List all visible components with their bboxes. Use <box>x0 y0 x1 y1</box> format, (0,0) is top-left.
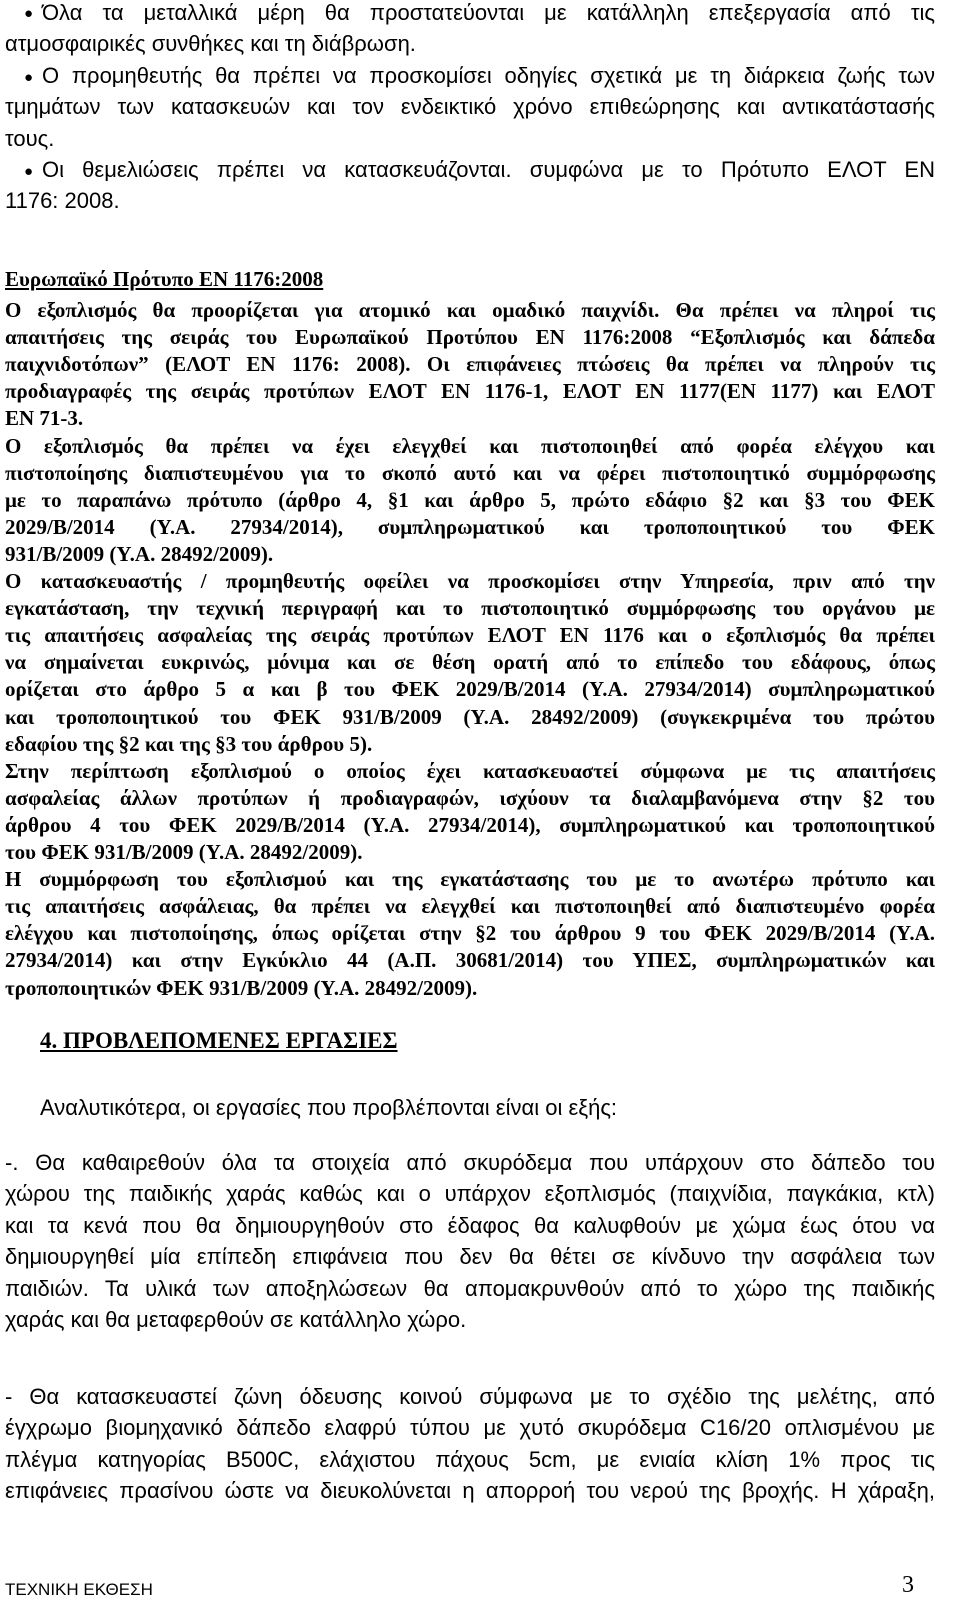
text-line: και τροποποιητικού του ΦΕΚ 931/Β/2009 (Υ.Α. 28492/2009) (συγκεκριμένα του πρώτου <box>5 704 935 729</box>
bullet-line: ατμοσφαιρικές συνθήκες και τη διάβρωση. <box>5 31 416 56</box>
text-line: τις απαιτήσεις ασφάλειας, θα πρέπει να ελεγχθεί και πιστοποιηθεί από διαπιστευμένο φορέα <box>5 894 935 919</box>
bullet-line: 1176: 2008. <box>5 188 120 213</box>
text-line: ασφαλείας άλλων προτύπων ή προδιαγραφών, ισχύουν τα διαλαμβανόμενα στην §2 του <box>5 785 935 810</box>
text-line: χαράς και θα μεταφερθούν σε κατάλληλο χώρο. <box>5 1307 467 1332</box>
standard-heading: Ευρωπαϊκό Πρότυπο ΕΝ 1176:2008 <box>5 267 324 291</box>
text-line: παιχνιδοτόπων” (ΕΛΟΤ ΕΝ 1176: 2008). Οι επιφάνειες πτώσεις θα πρέπει να πληρούν τις <box>5 352 935 377</box>
text-line: τροποποιητικών ΦΕΚ 931/Β/2009 (Υ.Α. 28492/2009). <box>5 975 478 1000</box>
bullet-line: Ο προμηθευτής θα πρέπει να προσκομίσει οδηγίες σχετικά με τη διάρκεια ζωής των <box>42 63 935 88</box>
text-line: ΕΝ 71-3. <box>5 406 84 431</box>
text-line: εδαφίου της §2 και της §3 του άρθρου 5). <box>5 731 373 756</box>
page-number: 3 <box>902 1572 914 1598</box>
text-line: προδιαγραφές της σειράς προτύπων ΕΛΟΤ ΕΝ 1176-1, ΕΛΟΤ ΕΝ 1177(ΕΝ 1177) και ΕΛΟΤ <box>5 379 935 404</box>
text-line: να σημαίνεται ευκρινώς, μόνιμα και σε θέση ορατή από το επίπεδο του εδάφους, όπως <box>5 650 935 675</box>
text-line: Ο κατασκευαστής / προμηθευτής οφείλει να προσκομίσει στην Υπηρεσία, πριν από την <box>5 569 935 593</box>
text-line: πλέγμα κατηγορίας B500C, ελάχιστου πάχους 5cm, με ενιαία κλίση 1% προς τις <box>5 1446 935 1472</box>
text-line: δημιουργηθεί μία επίπεδη επιφάνεια που δεν θα θέτει σε κίνδυνο την ασφάλεια των <box>5 1244 935 1270</box>
text-line: παιδιών. Τα υλικά των αποξηλώσεων θα απομακρυνθούν από το χώρο της παιδικής <box>5 1275 935 1301</box>
text-line: 27934/2014) και στην Εγκύκλιο 44 (Α.Π. 30681/2014) του ΥΠΕΣ, συμπληρωματικών και <box>5 948 935 973</box>
text-line: - Θα κατασκευαστεί ζώνη όδευσης κοινού σύμφωνα με το σχέδιο της μελέτης, από <box>5 1384 935 1409</box>
text-line: απαιτήσεις της σειράς του Ευρωπαϊκού Προτύπου ΕΝ 1176:2008 “Εξοπλισμός και δάπεδα <box>5 325 935 350</box>
text-line: Ο εξοπλισμός θα προορίζεται για ατομικό και ομαδικό παιχνίδι. Θα πρέπει να πληροί τις <box>5 298 935 322</box>
text-line: επιφάνειες πρασίνου ώστε να διευκολύνεται η απορροή του νερού της βροχής. Η χάραξη, <box>5 1478 935 1504</box>
bullet-line: Όλα τα μεταλλικά μέρη θα προστατεύονται με κατάλληλη επεξεργασία από τις <box>42 0 935 25</box>
text-line: Ο εξοπλισμός θα πρέπει να έχει ελεγχθεί και πιστοποιηθεί από φορέα ελέγχου και <box>5 433 935 458</box>
bullet-icon: ● <box>24 70 34 86</box>
text-line: 931/Β/2009 (Υ.Α. 28492/2009). <box>5 541 274 566</box>
bullet-line: Οι θεμελιώσεις πρέπει να κατασκευάζονται. συμφώνα με το Πρότυπο ΕΛΟΤ ΕΝ <box>42 157 935 182</box>
text-line: του ΦΕΚ 931/Β/2009 (Υ.Α. 28492/2009). <box>5 840 363 864</box>
bullet-icon: ● <box>24 6 34 22</box>
bullet-line: τους. <box>5 126 55 151</box>
text-line: -. Θα καθαιρεθούν όλα τα στοιχεία από σκυρόδεμα που υπάρχουν στο δάπεδο του <box>5 1150 935 1175</box>
section-heading: 4. ΠΡΟΒΛΕΠΟΜΕΝΕΣ ΕΡΓΑΣΙΕΣ <box>40 1028 398 1053</box>
text-line: ελέγχου και πιστοποίησης, όπως ορίζεται στην §2 του άρθρου 9 του ΦΕΚ 2029/Β/2014 (Υ.Α. <box>5 921 935 946</box>
intro-text: Αναλυτικότερα, οι εργασίες που προβλέπονται είναι οι εξής: <box>40 1095 618 1120</box>
text-line: τις απαιτήσεις ασφαλείας της σειράς προτύπων ΕΛΟΤ ΕΝ 1176 και ο εξοπλισμός θα πρέπει <box>5 623 935 648</box>
text-line: Η συμμόρφωση του εξοπλισμού και της εγκατάστασης του με το ανωτέρω πρότυπο και <box>5 867 935 892</box>
text-line: έγχρωμο βιομηχανικό δάπεδο ελαφρύ τύπου με χυτό σκυρόδεμα C16/20 οπλισμένου με <box>5 1415 935 1441</box>
text-line: με το παραπάνω πρότυπο (άρθρο 4, §1 και άρθρο 5, πρώτο εδάφιο §2 και §3 του ΦΕΚ <box>5 487 935 512</box>
text-line: 2029/Β/2014 (Υ.Α. 27934/2014), συμπληρωματικού και τροποποιητικού του ΦΕΚ <box>5 514 935 539</box>
bullet-line: τμημάτων των κατασκευών και τον ενδεικτικό χρόνο επιθεώρησης και αντικατάστασής <box>5 94 935 119</box>
text-line: πιστοποίησης διαπιστευμένου για το σκοπό αυτό και να φέρει πιστοποιητικό συμμόρφωσης <box>5 460 935 485</box>
footer-title: ΤΕΧΝΙΚΗ ΕΚΘΕΣΗ <box>5 1580 153 1599</box>
text-line: χώρου της παιδικής χαράς καθώς και ο υπάρχον εξοπλισμός (παιχνίδια, παγκάκια, κτλ) <box>5 1181 935 1207</box>
text-line: και τα κενά που θα δημιουργηθούν στο έδαφος θα καλυφθούν με χώμα έως ότου να <box>5 1212 935 1238</box>
text-line: ορίζεται στο άρθρο 5 α και β του ΦΕΚ 2029/Β/2014 (Υ.Α. 27934/2014) συμπληρωματικού <box>5 677 935 702</box>
text-line: άρθρου 4 του ΦΕΚ 2029/Β/2014 (Υ.Α. 27934/2014), συμπληρωματικού και τροποποιητικού <box>5 812 935 837</box>
text-line: Στην περίπτωση εξοπλισμού ο οποίος έχει κατασκευαστεί σύμφωνα με τις απαιτήσεις <box>5 758 935 783</box>
text-line: εγκατάσταση, την τεχνική περιγραφή και το πιστοποιητικό συμμόρφωσης του οργάνου με <box>5 596 935 621</box>
bullet-icon: ● <box>24 164 34 180</box>
